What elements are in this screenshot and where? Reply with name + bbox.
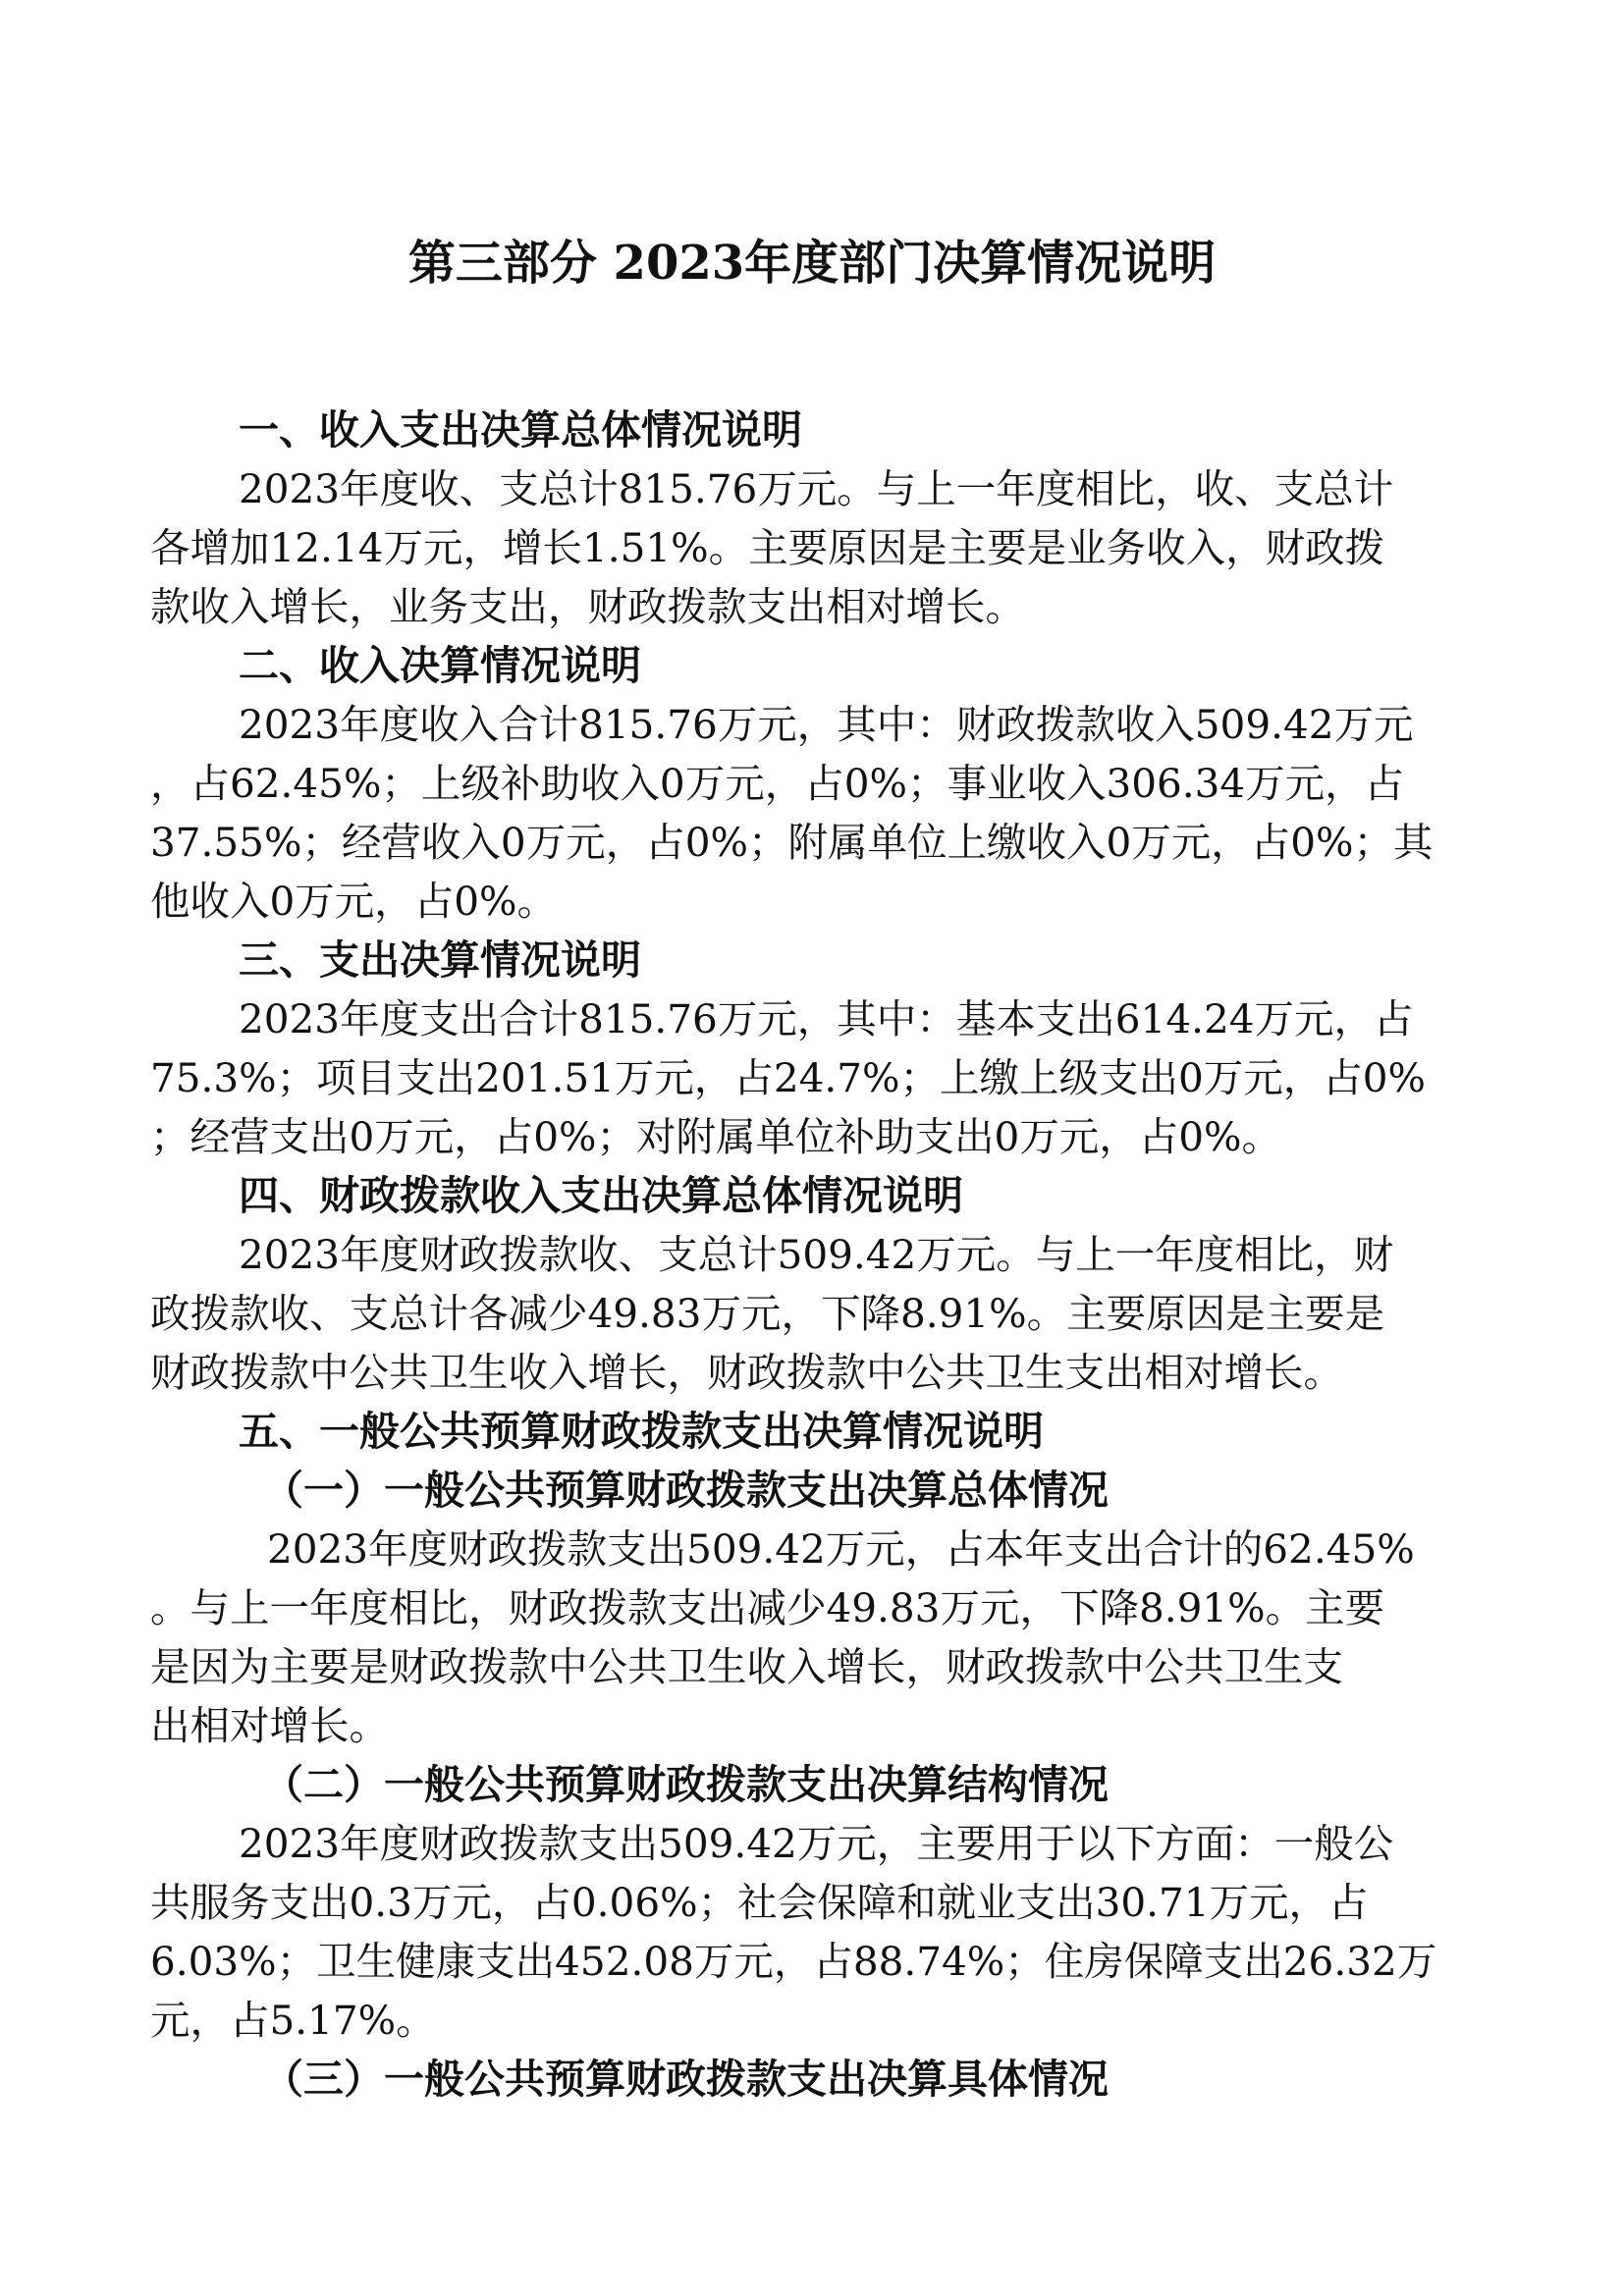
paragraph-line: 财政拨款中公共卫生收入增长，财政拨款中公共卫生支出相对增长。 xyxy=(150,1349,1343,1396)
paragraph-line: 款收入增长，业务支出，财政拨款支出相对增长。 xyxy=(150,583,1025,630)
section-heading: 四、财政拨款收入支出决算总体情况说明 xyxy=(239,1172,963,1219)
paragraph-line: 75.3%；项目支出201.51万元，占24.7%；上缴上级支出0万元，占0% xyxy=(150,1054,1427,1101)
paragraph-line: 2023年度财政拨款支出509.42万元，主要用于以下方面：一般公 xyxy=(239,1820,1394,1867)
paragraph-line: 各增加12.14万元，增长1.51%。主要原因是主要是业务收入，财政拨 xyxy=(150,524,1385,571)
paragraph-line: ，占62.45%；上级补助收入0万元，占0%；事业收入306.34万元，占 xyxy=(150,760,1405,807)
section-heading: 五、一般公共预算财政拨款支出决算情况说明 xyxy=(239,1408,1044,1455)
paragraph-line: ；经营支出0万元，占0%；对附属单位补助支出0万元，占0%。 xyxy=(150,1113,1282,1160)
section-heading: 三、支出决算情况说明 xyxy=(239,936,641,984)
paragraph-line: 2023年度支出合计815.76万元，其中：基本支出614.24万元，占 xyxy=(239,995,1414,1042)
paragraph-line: 共服务支出0.3万元，占0.06%；社会保障和就业支出30.71万元，占 xyxy=(150,1879,1369,1926)
paragraph-line: 他收入0万元，占0%。 xyxy=(150,878,558,925)
paragraph-line: 2023年度财政拨款收、支总计509.42万元。与上一年度相比，财 xyxy=(239,1231,1394,1278)
paragraph-line: 2023年度财政拨款支出509.42万元，占本年支出合计的62.45% xyxy=(267,1525,1415,1573)
paragraph-line: 2023年度收、支总计815.76万元。与上一年度相比，收、支总计 xyxy=(239,465,1394,512)
section-heading: 二、收入决算情况说明 xyxy=(239,642,641,689)
paragraph-line: 。与上一年度相比，财政拨款支出减少49.83万元，下降8.91%。主要 xyxy=(150,1584,1385,1631)
paragraph-line: 政拨款收、支总计各减少49.83万元，下降8.91%。主要原因是主要是 xyxy=(150,1290,1385,1337)
section-heading: 一、收入支出决算总体情况说明 xyxy=(239,406,802,454)
paragraph-line: 6.03%；卫生健康支出452.08万元，占88.74%；住房保障支出26.32万 xyxy=(150,1938,1437,1985)
paragraph-line: 是因为主要是财政拨款中公共卫生收入增长，财政拨款中公共卫生支 xyxy=(150,1643,1343,1690)
section-heading: （二）一般公共预算财政拨款支出决算结构情况 xyxy=(263,1761,1109,1808)
paragraph-line: 元，占5.17%。 xyxy=(150,1997,436,2044)
document-body xyxy=(150,400,1474,2109)
paragraph-line: 出相对增长。 xyxy=(150,1702,389,1749)
section-heading: （三）一般公共预算财政拨款支出决算具体情况 xyxy=(263,2056,1109,2103)
paragraph-line: 2023年度收入合计815.76万元，其中：财政拨款收入509.42万元 xyxy=(239,701,1414,748)
section-heading: （一）一般公共预算财政拨款支出决算总体情况 xyxy=(263,1467,1109,1514)
page-title: 第三部分 2023年度部门决算情况说明 xyxy=(407,236,1217,291)
paragraph-line: 37.55%；经营收入0万元，占0%；附属单位上缴收入0万元，占0%；其 xyxy=(150,819,1434,866)
